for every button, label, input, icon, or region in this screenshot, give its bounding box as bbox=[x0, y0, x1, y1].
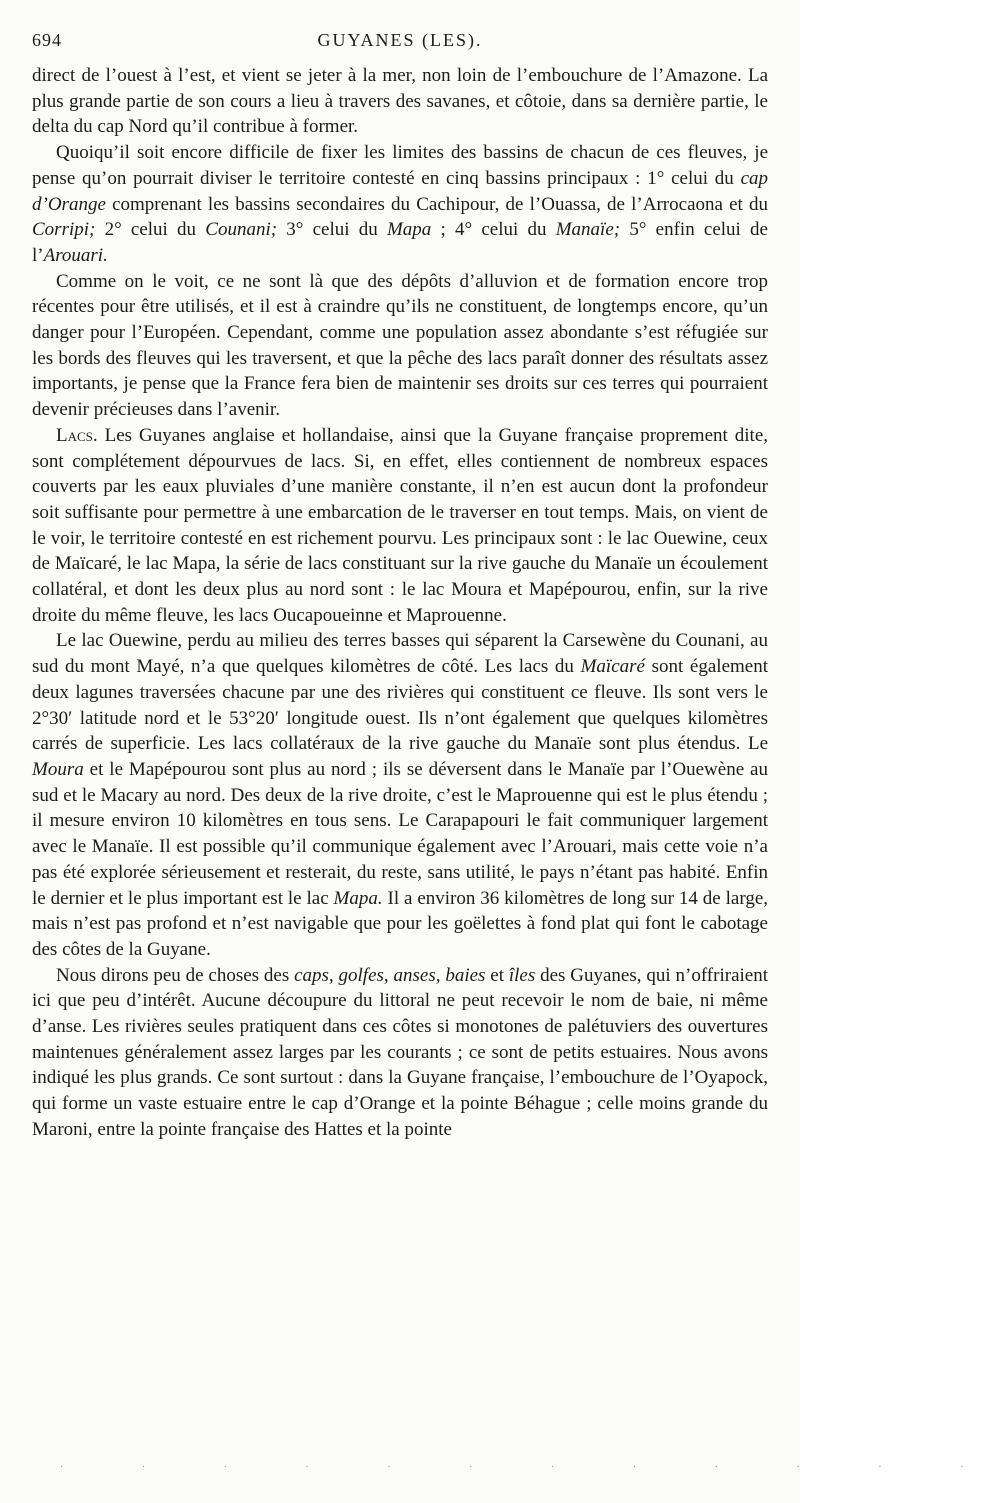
text-run: sont également deux lagunes traversées chacune par une des rivières qui constituent ce fleuve. Ils sont vers le 2°30′ latitude nord et le 53°20′ longitude ouest. Ils n’ont également que quelques kilomètres carrés de superficie. Les lacs collatéraux de la rive gauche du Manaïe sont plus étendus. Le bbox=[32, 656, 769, 755]
italic-term: Moura bbox=[32, 758, 84, 780]
text-run: Les Guyanes anglaise et hollandaise, ainsi que la Guyane française proprement dite, sont complétement dépourvues de lacs. Si, en effet, elles contiennent de nombreux espaces couverts par les eaux pluviales d’une manière constante, il n’en est aucun dont la profondeur soit suffisante pour permettre à une embarcation de le traverser en tout temps. Mais, on vient de le voir, le territoire contesté en est richement pourvu. Les principaux sont : le lac Ouewine, ceux de Maïcaré, le lac Mapa, la série de lacs constituant sur la rive gauche du Manaïe un écoulement collatéral, et dont les deux plus au nord sont : le lac Moura et Mapépourou, enfin, sur la rive droite du même fleuve, les lacs Oucapoueinne et Maprouenne. bbox=[32, 424, 768, 626]
italic-term: Corripi; bbox=[32, 219, 96, 241]
text-run: 5° enfin celui de l’ bbox=[32, 219, 768, 266]
body-text bbox=[32, 63, 768, 1143]
paragraph bbox=[32, 423, 768, 629]
text-run: direct de l’ouest à l’est, et vient se jeter à la mer, non loin de l’embouchure de l’Amazone. La plus grande partie de son cours a lieu à travers des savanes, et côtoie, dans sa dernière partie, le delta du cap Nord qu’il contribue à former. bbox=[32, 65, 768, 138]
text-run: ; 4° celui du bbox=[431, 219, 556, 241]
page-number: 694 bbox=[32, 30, 62, 50]
text-run: 3° celui du bbox=[277, 219, 387, 241]
italic-term: caps, golfes, anses, baies bbox=[294, 964, 486, 986]
italic-term: Arouari. bbox=[43, 244, 108, 266]
italic-term: Mapa. bbox=[333, 887, 383, 909]
text-run: Il a environ 36 kilomètres de long sur 14 de large, mais n’est pas profond et n’est navigable que pour les goëlettes à fond plat qui font le cabotage des côtes de la Guyane. bbox=[32, 887, 769, 960]
text-run: Nous dirons peu de choses des bbox=[56, 964, 295, 986]
text-run: comprenant les bassins secondaires du Cachipour, de l’Ouassa, de l’Arrocaona et du bbox=[105, 193, 768, 215]
text-run: Comme on le voit, ce ne sont là que des dépôts d’alluvion et de formation encore trop récentes pour être utilisés, et il est à craindre qu’ils ne constituent, de longtemps encore, qu’un danger pour l’Européen. Cependant, comme une population assez abondante s’est réfugiée sur les bords des fleuves qui les traversent, et que la pêche des lacs paraît donner des résultats assez importants, je pense que la France fera bien de maintenir ses droits sur ces terres qui pourraient devenir précieuses dans l’avenir. bbox=[32, 270, 768, 421]
section-lead: Lacs. bbox=[56, 424, 98, 446]
italic-term: Manaïe; bbox=[555, 219, 621, 241]
text-run: Quoiqu’il soit encore difficile de fixer les limites des bassins de chacun de ces fleuves, je pense qu’on pourrait diviser le territoire contesté en cinq bassins principaux : 1° celui du bbox=[32, 142, 768, 189]
italic-term: îles bbox=[508, 964, 536, 986]
paragraph bbox=[32, 140, 768, 269]
text-run: 2° celui du bbox=[95, 219, 206, 241]
italic-term: Mapa bbox=[386, 219, 432, 241]
text-run: Le lac Ouewine, perdu au milieu des terres basses qui séparent la Carsewène du Counani, au sud du mont Mayé, n’a que quelques kilomètres de côté. Les lacs du bbox=[32, 630, 768, 678]
running-title: GUYANES (LES). bbox=[317, 30, 483, 50]
paragraph bbox=[32, 63, 768, 140]
page-header bbox=[32, 30, 768, 58]
italic-term: Counani; bbox=[205, 219, 278, 241]
paragraph bbox=[32, 628, 768, 962]
italic-term: cap d’Orange bbox=[32, 167, 768, 215]
paragraph bbox=[32, 963, 768, 1143]
text-run: des Guyanes, qui n’offriraient ici que peu d’intérêt. Aucune découpure du littoral ne peut recevoir le nom de baie, ni même d’anse. Les rivières seules pratiquent dans ces côtes si monotones de palétuviers des ouvertures maintenues généralement assez larges par les courants ; ce sont de petits estuaires. Nous avons indiqué les plus grands. Ce sont surtout : dans la Guyane française, l’embouchure de l’Oyapock, qui forme un vaste estuaire entre le cap d’Orange et la pointe Béhague ; celle moins grande du Maroni, entre la pointe française des Hattes et la pointe bbox=[32, 964, 768, 1140]
italic-term: Maïcaré bbox=[580, 656, 645, 678]
scan-specks: · · · · · · · · · · · · bbox=[60, 1462, 1001, 1473]
text-run: et le Mapépourou sont plus au nord ; ils se déversent dans le Manaïe par l’Ouewène au sud et le Macary au nord. Des deux de la rive droite, c’est le Maprouenne qui est le plus étendu ; il mesure environ 10 kilomètres en tous sens. Le Carapapouri le fait communiquer largement avec le Manaïe. Il est possible qu’il communique également avec l’Arouari, mais cette voie n’a pas été explorée sérieusement et resterait, du reste, sans utilité, le pays n’étant pas habité. Enfin le dernier et le plus important est le lac bbox=[32, 758, 768, 909]
paragraph bbox=[32, 269, 768, 423]
text-run: et bbox=[485, 964, 509, 986]
